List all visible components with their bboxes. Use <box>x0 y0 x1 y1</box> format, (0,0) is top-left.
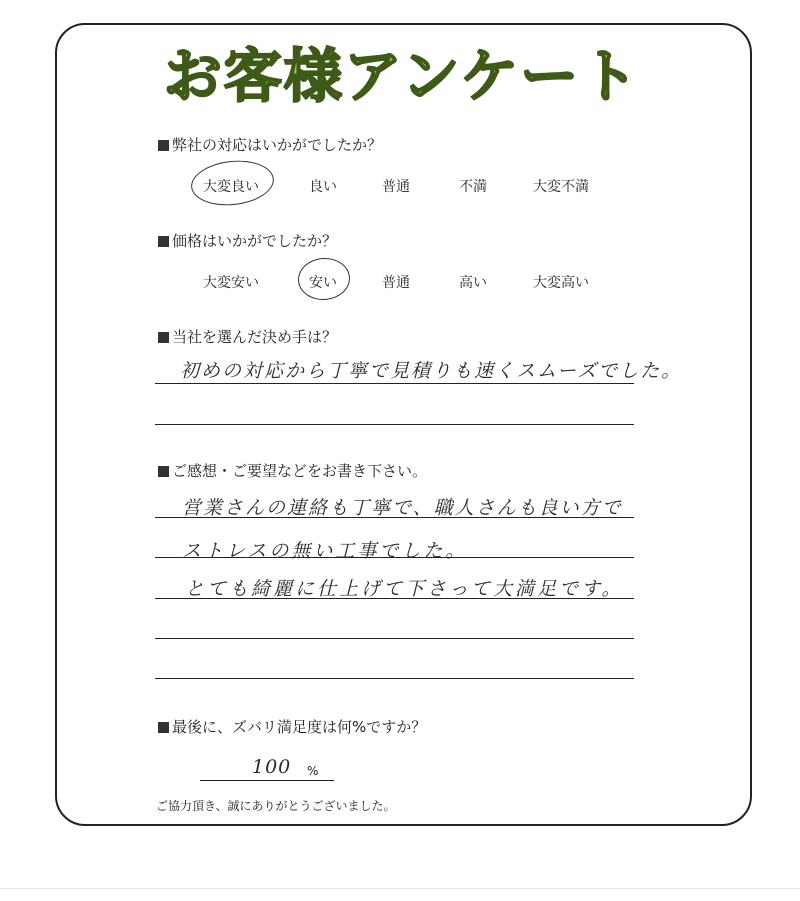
q4-answer-line-3: とても綺麗に仕上げて下さって大満足です。 <box>185 578 624 600</box>
q1-option-1[interactable]: 大変良い <box>203 179 259 195</box>
bullet-square-icon <box>158 140 169 151</box>
answer-rule <box>155 638 634 639</box>
q5-percent-unit: % <box>307 764 319 778</box>
q1-option-5[interactable]: 大変不満 <box>533 179 589 195</box>
survey-title <box>0 36 800 116</box>
q5-answer-value: 100 <box>252 756 292 778</box>
q2-option-1[interactable]: 大変安い <box>203 275 259 291</box>
thank-you-note: ご協力頂き、誠にありがとうございました。 <box>156 799 396 813</box>
answer-rule <box>155 383 634 384</box>
q1-option-2[interactable]: 良い <box>309 179 337 195</box>
question-4 <box>158 460 427 481</box>
answer-rule <box>155 557 634 558</box>
q4-answer-line-1: 営業さんの連絡も丁寧で、職人さんも良い方で <box>182 497 623 519</box>
answer-rule <box>155 598 634 599</box>
question-4-label: ご感想・ご要望などをお書き下さい。 <box>172 462 428 480</box>
q2-option-5[interactable]: 大変高い <box>533 275 589 291</box>
question-5 <box>158 716 426 737</box>
question-5-label: 最後に、ズバリ満足度は何%ですか？ <box>172 718 427 736</box>
question-2-label: 価格はいかがでしたか？ <box>172 232 338 250</box>
q1-option-4[interactable]: 不満 <box>459 179 487 195</box>
q5-answer-rule <box>200 780 334 781</box>
q1-option-3[interactable]: 普通 <box>382 179 410 195</box>
q2-option-2[interactable]: 安い <box>309 275 337 291</box>
bullet-square-icon <box>158 466 169 477</box>
question-2 <box>158 230 337 251</box>
survey-title-text: お客様アンケート <box>163 42 641 110</box>
q3-answer-line-1: 初めの対応から丁寧で見積りも速くスムーズでした。 <box>180 360 683 382</box>
bullet-square-icon <box>158 332 169 343</box>
question-3 <box>158 326 337 347</box>
answer-rule <box>155 517 634 518</box>
question-1 <box>158 134 382 155</box>
bullet-square-icon <box>158 722 169 733</box>
q2-option-4[interactable]: 高い <box>459 275 487 291</box>
page-divider <box>0 888 800 889</box>
answer-rule <box>155 424 634 425</box>
bullet-square-icon <box>158 236 169 247</box>
q2-option-3[interactable]: 普通 <box>382 275 410 291</box>
answer-rule <box>155 678 634 679</box>
q4-answer-line-2: ストレスの無い工事でした。 <box>182 540 468 562</box>
question-3-label: 当社を選んだ決め手は？ <box>172 328 338 346</box>
question-1-label: 弊社の対応はいかがでしたか？ <box>172 136 383 154</box>
